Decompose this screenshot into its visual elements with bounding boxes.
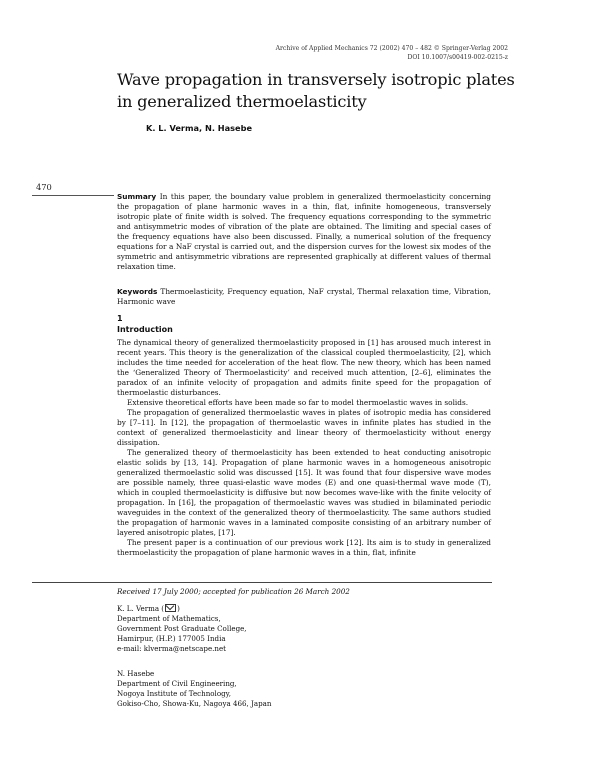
summary-label: Summary	[117, 192, 157, 201]
author2-name: N. Hasebe	[117, 669, 155, 678]
body-paragraph: The propagation of generalized thermoelastic waves in plates of isotropic media has considered by [7–11]. In [12], the propagation of thermoelastic waves in infinite plates has studied in the context of generalized thermoelasticity and linear theory of thermoelasticity without energy dissipation.	[117, 408, 491, 447]
summary-text: In this paper, the boundary value problem in generalized thermoelasticity concerning the propagation of plane harmonic waves in a thin, flat, infinite homogeneous, transversely isotropic plate of finite width is solved. The frequency equations corresponding to the symmetric and antisymmetric modes of vibration of the plate are obtained. The limiting and special cases of the frequency equations have also been discussed. Finally, a numerical solution of the frequency equations for a NaF crystal is carried out, and the dispersion curves for the lowest six modes of the symmetric and antisymmetric vibrations are represented graphically at different values of thermal relaxation time.	[117, 192, 491, 271]
summary-block	[117, 192, 491, 272]
section-title: Introduction	[117, 325, 173, 334]
journal-header	[276, 44, 508, 62]
address-line: Gokiso-Cho, Showa-Ku, Nagoya 466, Japan	[117, 699, 272, 708]
footnote-rule	[32, 582, 492, 583]
journal-citation: Archive of Applied Mechanics 72 (2002) 470 – 482 © Springer-Verlag 2002	[275, 45, 508, 52]
received-date: Received 17 July 2000; accepted for publication 26 March 2002	[117, 587, 350, 596]
title-line-2: in generalized thermoelasticity	[117, 92, 367, 111]
address-line: Department of Civil Engineering,	[117, 679, 237, 688]
author-address-1	[117, 604, 247, 654]
body-paragraph: The present paper is a continuation of our previous work [12]. Its aim is to study in generalized thermoelasticity the propagation of plane harmonic waves in a thin, flat, infinite	[117, 538, 491, 557]
address-line: Department of Mathematics,	[117, 614, 221, 623]
author1-name: K. L. Verma ( )	[117, 604, 180, 613]
address-line: Government Post Graduate College,	[117, 624, 247, 633]
keywords-text: Thermoelasticity, Frequency equation, NaF crystal, Thermal relaxation time, Vibration, Harmonic wave	[117, 287, 491, 306]
body-paragraph: The dynamical theory of generalized thermoelasticity proposed in [1] has aroused much interest in recent years. This theory is the generalization of the classical coupled thermoelasticity, [2], which includes the time needed for acceleration of the heat flow. The new theory, which has been named the ‘Generalized Theory of Thermoelasticity’ and received much attention, [2–6], eliminates the paradox of an infinite velocity of propagation and admits finite speed for the propagation of thermoelastic disturbances.	[117, 338, 491, 397]
page-number-rule	[32, 195, 114, 196]
title-line-1: Wave propagation in transversely isotropic plates	[117, 70, 515, 89]
author1-email: e-mail: klverma@netscape.net	[117, 644, 227, 653]
author-address-2	[117, 669, 271, 709]
introduction-body	[117, 338, 491, 558]
keywords-label: Keywords	[117, 287, 158, 296]
address-line: Nogoya Institute of Technology,	[117, 689, 231, 698]
body-paragraph: Extensive theoretical efforts have been made so far to model thermoelastic waves in solids.	[127, 398, 469, 407]
article-title	[117, 69, 517, 113]
section-number: 1	[117, 314, 123, 323]
page-number: 470	[36, 182, 52, 192]
body-paragraph: The generalized theory of thermoelasticity has been extended to heat conducting anisotropic elastic solids by [13, 14]. Propagation of plane harmonic waves in a homogeneous anisotropic generalized thermoelastic solid was discussed [15]. It was found that four dispersive wave modes are possible namely, three quasi-elastic wave modes (E) and one quasi-thermal wave mode (T), which in coupled thermoelasticity is diffusive but now becomes wave-like with the finite velocity of propagation. In [16], the propagation of thermoelastic waves was studied in bilaminated periodic waveguides in the context of the generalized theory of thermoelasticity. The same authors studied the propagation of harmonic waves in a laminated composite consisting of an arbitrary number of layered anisotropic plates, [17].	[117, 448, 491, 537]
address-line: Hamirpur, (H.P.) 177005 India	[117, 634, 226, 643]
doi: DOI 10.1007/s00419-002-0215-z	[407, 54, 508, 61]
keywords-block	[117, 287, 491, 307]
email-envelope-icon	[165, 604, 176, 612]
author-list: K. L. Verma, N. Hasebe	[146, 123, 253, 133]
